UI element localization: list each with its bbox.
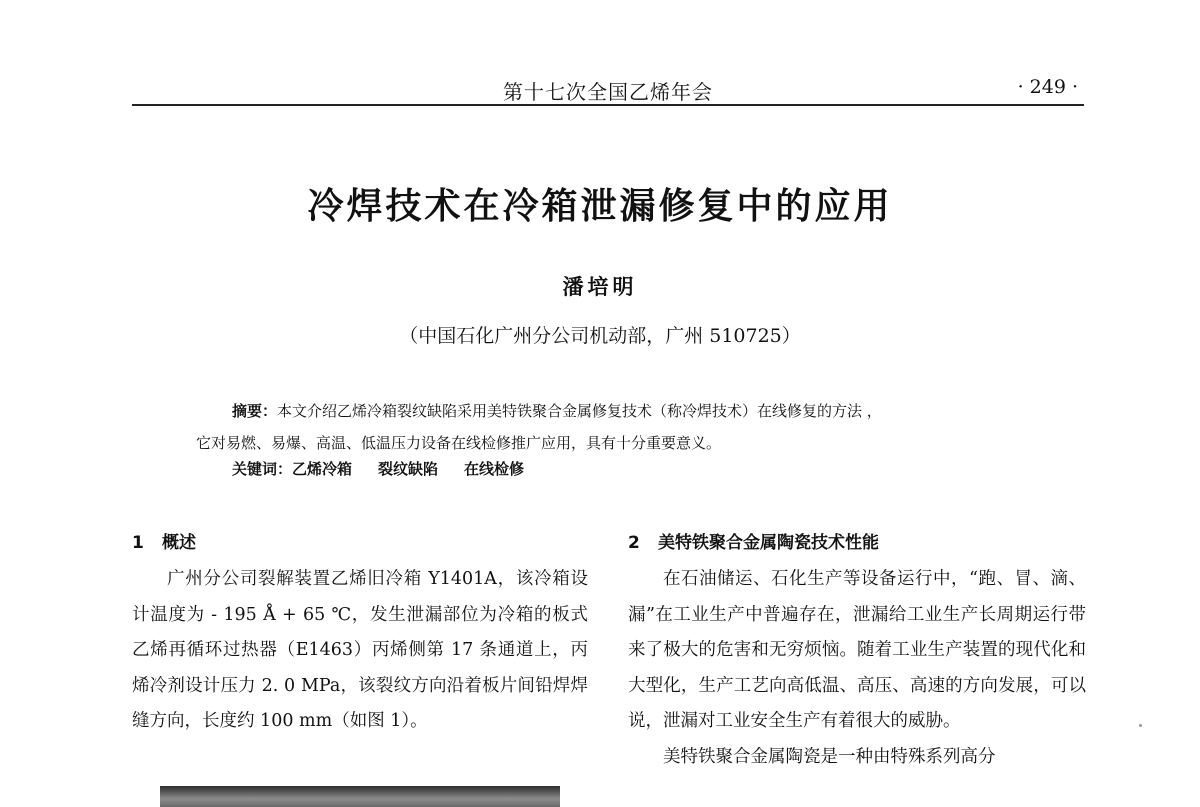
- author-affiliation: （中国石化广州分公司机动部，广州 510725）: [399, 325, 801, 347]
- paragraph: 美特铁聚合金属陶瓷是一种由特殊系列高分: [663, 746, 996, 767]
- keyword: 裂纹缺陷: [378, 460, 439, 478]
- section-number: 1: [132, 533, 144, 553]
- keyword: 乙烯冷箱: [292, 460, 353, 478]
- keywords: [232, 458, 550, 479]
- section-title: 概述: [162, 533, 196, 553]
- figure-1-photo: [160, 786, 560, 807]
- running-header: [132, 74, 1084, 106]
- abstract-text-1: 本文介绍乙烯冷箱裂纹缺陷采用美特铁聚合金属修复技术（称冷焊技术）在线修复的方法 ，: [277, 402, 882, 420]
- paragraph: 广州分公司裂解装置乙烯旧冷箱 Y1401A，该冷箱设计温度为 - 195 Å + 65 ℃，发生泄漏部位为冷箱的板式乙烯再循环过热器（E1463）丙烯侧第 17 条通道上，丙烯冷剂设计压力 2. 0 MPa，该裂纹方向沿着板片间铅焊焊缝方向，长度约 100 mm（如图 1）。: [132, 569, 588, 731]
- section-heading-2: [628, 528, 1086, 556]
- left-column: [132, 528, 588, 740]
- article-title: 冷焊技术在冷箱泄漏修复中的应用: [307, 186, 893, 227]
- section-heading-1: [132, 528, 588, 556]
- author-name: 潘培明: [562, 274, 638, 299]
- abstract-line-1: [232, 395, 1052, 427]
- journal-title: 第十七次全国乙烯年会: [503, 80, 713, 104]
- abstract-text-2: 它对易燃、易爆、高温、低温压力设备在线检修推广应用，具有十分重要意义。: [196, 434, 722, 452]
- abstract: [196, 395, 1052, 452]
- page-number: · 249 ·: [1017, 76, 1078, 98]
- section-title: 美特铁聚合金属陶瓷技术性能: [658, 533, 879, 553]
- keyword: 在线检修: [464, 460, 525, 478]
- paragraph: 在石油储运、石化生产等设备运行中，“跑、冒、滴、漏”在工业生产中普遍存在，泄漏给工业生产长周期运行带来了极大的危害和无穷烦恼。随着工业生产装置的现代化和大型化，生产工艺向高低温、高压、高速的方向发展，可以说，泄漏对工业安全生产有着很大的威胁。: [628, 569, 1086, 731]
- scan-speck: [1139, 724, 1142, 727]
- right-column: [628, 528, 1086, 775]
- keywords-label: 关键词：: [232, 460, 293, 478]
- abstract-label: 摘要：: [232, 402, 278, 420]
- section-number: 2: [628, 533, 640, 553]
